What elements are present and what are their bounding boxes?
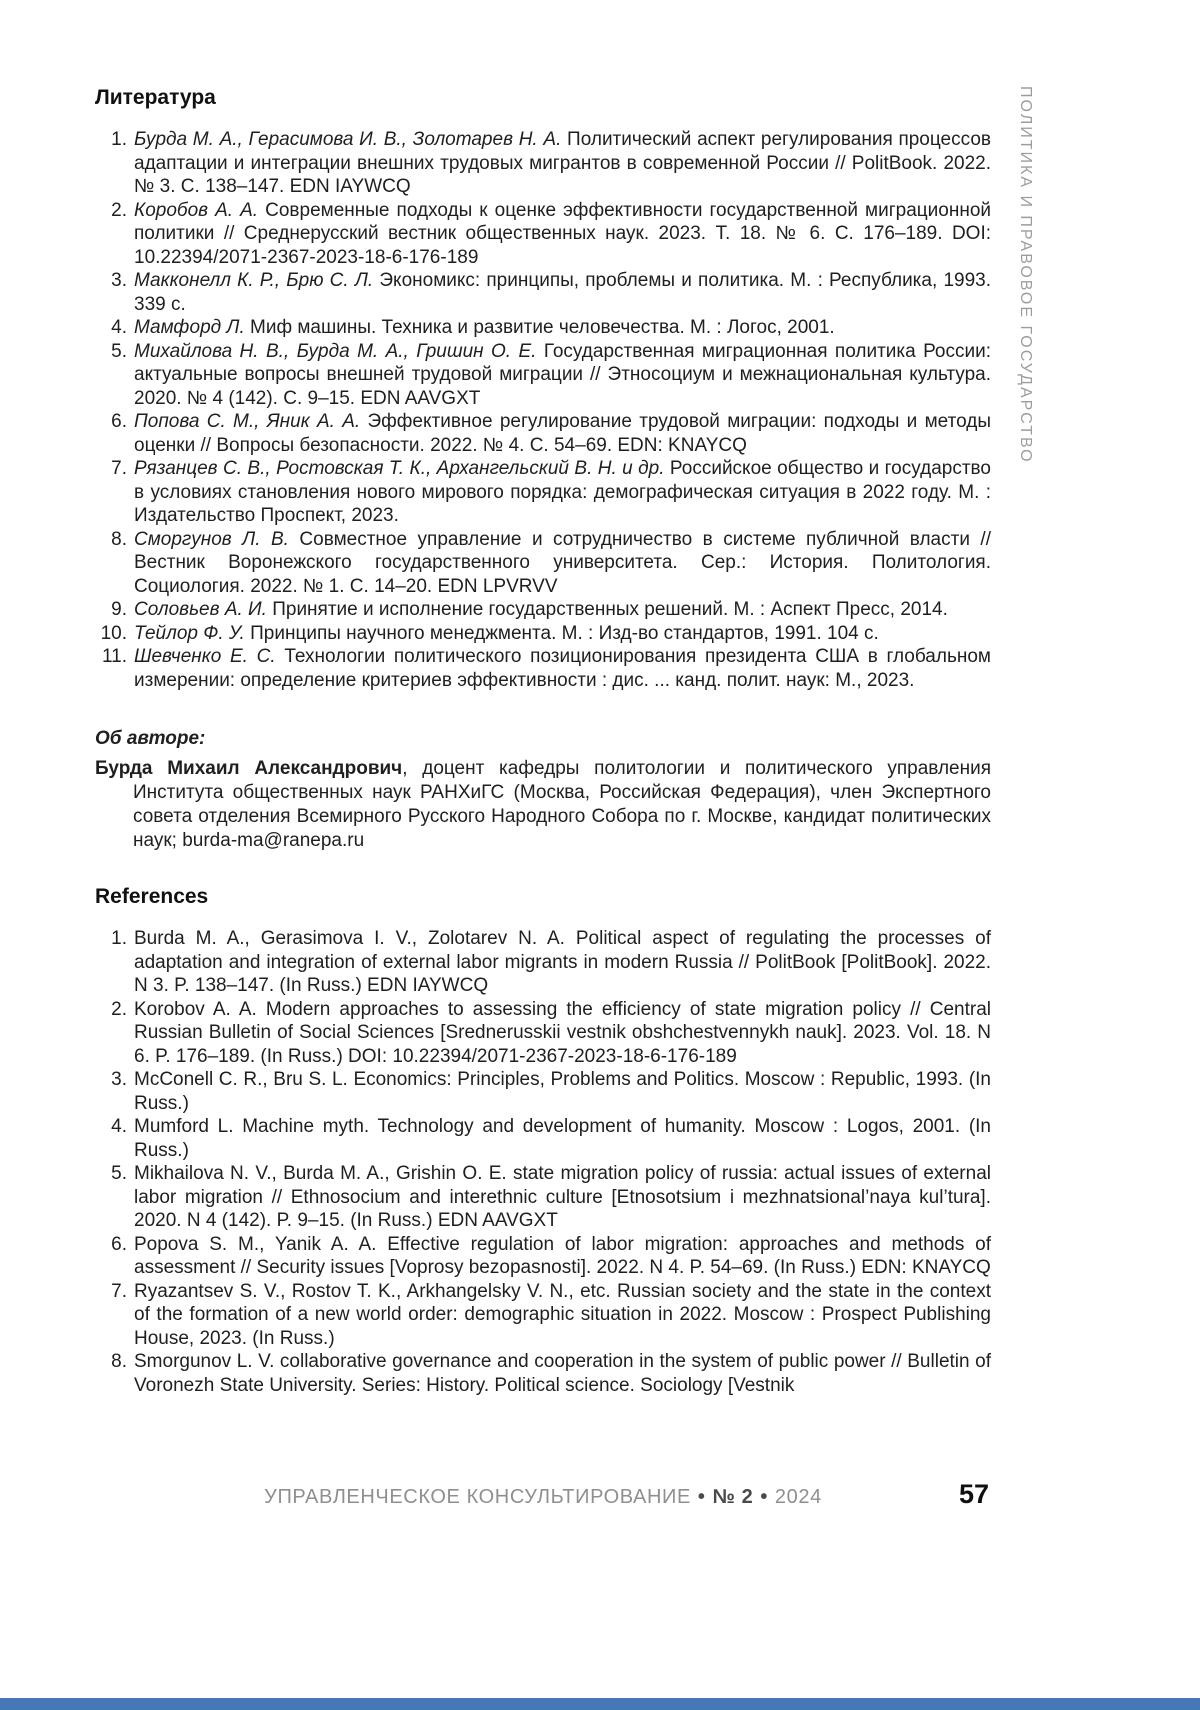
item-number: 4. bbox=[111, 1116, 127, 1137]
literatura-item bbox=[95, 622, 991, 646]
item-text: Государственная миграционная политика России: актуальные вопросы внешней трудовой миграции // Этносоциум и межнациональная культура. 2020. № 4 (142). С. 9–15. EDN AAVGXT bbox=[134, 340, 991, 409]
references-heading: References bbox=[95, 885, 209, 908]
reference-item bbox=[95, 927, 991, 998]
item-text: Mikhailova N. V., Burda M. A., Grishin O. E. state migration policy of russia: actual issues of external labor migration // Ethnosocium and interethnic culture [Etnosotsium i mezhnatsional’naya kul’tura]. 2020. N 4 (142). P. 9–15. (In Russ.) EDN AAVGXT bbox=[134, 1163, 991, 1231]
item-number: 1. bbox=[111, 129, 127, 150]
separator-dot: • bbox=[760, 1486, 768, 1508]
literatura-item bbox=[95, 340, 991, 411]
item-authors: Мамфорд Л. bbox=[134, 317, 245, 338]
item-body bbox=[134, 457, 991, 528]
item-authors: Макконелл К. Р., Брю С. Л. bbox=[134, 270, 374, 291]
item-text: Российское общество и государство в условиях становления нового мирового порядка: демографическая ситуация в 2022 году. М. : Издательство Проспект, 2023. bbox=[134, 458, 991, 526]
item-number: 7. bbox=[111, 1280, 127, 1302]
item-authors: Шевченко Е. С. bbox=[134, 646, 276, 667]
item-body bbox=[134, 410, 991, 457]
literatura-item bbox=[95, 528, 991, 599]
author-bio bbox=[95, 757, 991, 853]
page-footer bbox=[95, 1479, 991, 1509]
item-body bbox=[134, 598, 991, 622]
item-number: 2. bbox=[111, 998, 127, 1020]
item-text: Ryazantsev S. V., Rostov T. K., Arkhangelsky V. N., etc. Russian society and the state in the context of the formation of a new world order: demographic situation in 2022. Moscow : Prospect Publishing House, 2023. (In Russ.) bbox=[134, 1280, 991, 1349]
item-body bbox=[134, 622, 991, 646]
item-number: 6. bbox=[111, 1233, 127, 1255]
item-text: Эффективное регулирование трудовой миграции: подходы и методы оценки // Вопросы безопасности. 2022. № 4. С. 54–69. EDN: KNAYCQ bbox=[134, 411, 991, 456]
issue-number: № 2 bbox=[712, 1486, 754, 1508]
reference-item bbox=[95, 1233, 991, 1280]
item-number: 6. bbox=[111, 411, 127, 432]
item-number: 3. bbox=[111, 270, 127, 291]
content-column bbox=[95, 86, 991, 1397]
item-authors: Сморгунов Л. В. bbox=[134, 528, 289, 550]
item-text: Современные подходы к оценке эффективности государственной миграционной политики // Среднерусский вестник общественных наук. 2023. Т. 18. № 6. С. 176–189. DOI: 10.22394/2071-2367-2023-18-6-176-189 bbox=[134, 199, 992, 268]
item-text: McConell C. R., Bru S. L. Economics: Principles, Problems and Politics. Moscow : Republic, 1993. (In Russ.) bbox=[134, 1069, 991, 1114]
bottom-accent-bar bbox=[0, 1698, 1200, 1710]
literatura-item bbox=[95, 316, 991, 340]
item-authors: Попова С. М., Яник А. А. bbox=[134, 411, 361, 432]
item-number: 5. bbox=[111, 340, 127, 362]
literatura-item bbox=[95, 410, 991, 457]
item-text: Popova S. M., Yanik A. A. Effective regulation of labor migration: approaches and methods of assessment // Security issues [Voprosy bezopasnosti]. 2022. N 4. P. 54–69. (In Russ.) EDN: KNAYCQ bbox=[134, 1233, 991, 1278]
item-text: Mumford L. Machine myth. Technology and development of humanity. Moscow : Logos, 2001. (In Russ.) bbox=[134, 1116, 991, 1161]
separator-dot: • bbox=[697, 1486, 706, 1508]
literatura-item bbox=[95, 457, 991, 528]
references-section bbox=[95, 885, 991, 1397]
author-bio-text: , доцент кафедры политологии и политического управления Института общественных наук РАНХиГС (Москва, Российская Федерация), член Экспертного совета отделения Всемирного Русского Народного Собора по г. Москве, кандидат политических наук; bbox=[133, 758, 991, 851]
item-text: Политический аспект регулирования процессов адаптации и интеграции внешних трудовых мигрантов в современной России // PolitBook. 2022. № 3. С. 138–147. EDN IAYWCQ bbox=[134, 129, 991, 197]
item-authors: Рязанцев С. В., Ростовская Т. К., Архангельский В. Н. и др. bbox=[134, 458, 665, 479]
about-author-section bbox=[95, 728, 991, 853]
about-author-heading: Об авторе: bbox=[95, 728, 206, 749]
section-side-label: ПОЛИТИКА И ПРАВОВОЕ ГОСУДАРСТВО bbox=[1017, 86, 1034, 464]
author-email: burda-ma@ranepa.ru bbox=[182, 830, 365, 851]
item-authors: Тейлор Ф. У. bbox=[134, 622, 245, 644]
item-number: 7. bbox=[111, 458, 127, 479]
item-body bbox=[134, 645, 991, 692]
item-body bbox=[134, 128, 991, 199]
literatura-item bbox=[95, 128, 991, 199]
literatura-heading: Литература bbox=[95, 86, 216, 109]
literatura-item bbox=[95, 199, 991, 270]
item-text: Экономикс: принципы, проблемы и политика. М. : Республика, 1993. 339 с. bbox=[134, 270, 992, 315]
item-text: Принятие и исполнение государственных решений. М. : Аспект Пресс, 2014. bbox=[266, 599, 948, 620]
item-number: 2. bbox=[111, 199, 127, 221]
item-number: 8. bbox=[111, 1351, 127, 1372]
page-number: 57 bbox=[958, 1479, 989, 1509]
item-authors: Соловьев А. И. bbox=[134, 599, 267, 620]
literatura-item bbox=[95, 645, 991, 692]
item-text: Миф машины. Техника и развитие человечества. М. : Логос, 2001. bbox=[244, 317, 835, 338]
reference-item bbox=[95, 1350, 991, 1397]
item-number: 8. bbox=[111, 528, 127, 550]
reference-item bbox=[95, 1280, 991, 1351]
item-body bbox=[134, 269, 991, 316]
reference-item bbox=[95, 1115, 991, 1162]
literatura-item bbox=[95, 269, 991, 316]
reference-item bbox=[95, 1162, 991, 1233]
item-text: Burda M. A., Gerasimova I. V., Zolotarev N. A. Political aspect of regulating the processes of adaptation and integration of external labor migrants in modern Russia // PolitBook [PolitBook]. 2022. N 3. P. 138–147. (In Russ.) EDN IAYWCQ bbox=[134, 928, 991, 996]
item-number: 4. bbox=[111, 317, 127, 338]
item-text: Принципы научного менеджмента. М. : Изд-во стандартов, 1991. 104 с. bbox=[244, 622, 879, 644]
item-text: Korobov A. A. Modern approaches to assessing the efficiency of state migration policy // Central Russian Bulletin of Social Sciences [Srednerusskii vestnik obshchestvennykh nauk]. 2023. Vol. 18. N 6. P. 176–189. (In Russ.) DOI: 10.22394/2071-2367-2023-18-6-176-189 bbox=[134, 998, 991, 1067]
journal-title: УПРАВЛЕНЧЕСКОЕ КОНСУЛЬТИРОВАНИЕ bbox=[264, 1486, 691, 1508]
author-name: Бурда Михаил Александрович bbox=[95, 758, 403, 779]
item-body bbox=[134, 199, 991, 270]
references-list bbox=[95, 927, 991, 1397]
item-authors: Бурда М. А., Герасимова И. В., Золотарев Н. А. bbox=[134, 129, 562, 150]
item-number: 9. bbox=[111, 599, 127, 620]
item-number: 1. bbox=[111, 928, 127, 949]
item-number: 10. bbox=[100, 622, 127, 644]
literatura-list bbox=[95, 128, 991, 692]
item-authors: Коробов А. А. bbox=[134, 199, 259, 221]
item-number: 3. bbox=[111, 1069, 127, 1090]
item-number: 11. bbox=[101, 646, 127, 667]
item-body bbox=[134, 528, 991, 599]
reference-item bbox=[95, 1068, 991, 1115]
reference-item bbox=[95, 998, 991, 1069]
item-authors: Михайлова Н. В., Бурда М. А., Гришин О. Е. bbox=[134, 340, 537, 362]
item-text: Smorgunov L. V. collaborative governance and cooperation in the system of public power // Bulletin of Voronezh State University. Series: History. Political science. Sociology [Vestnik bbox=[134, 1351, 991, 1396]
year-label: 2024 bbox=[774, 1486, 822, 1508]
item-body bbox=[134, 316, 991, 340]
item-text: Технологии политического позиционирования президента США в глобальном измерении: определение критериев эффективности : дис. ... канд. полит. наук: М., 2023. bbox=[134, 646, 991, 691]
item-number: 5. bbox=[111, 1163, 127, 1184]
item-body bbox=[134, 340, 991, 411]
literatura-item bbox=[95, 598, 991, 622]
item-text: Совместное управление и сотрудничество в системе публичной власти // Вестник Воронежского государственного университета. Сер.: История. Политология. Социология. 2022. № 1. С. 14–20. EDN LPVRVV bbox=[134, 528, 991, 597]
